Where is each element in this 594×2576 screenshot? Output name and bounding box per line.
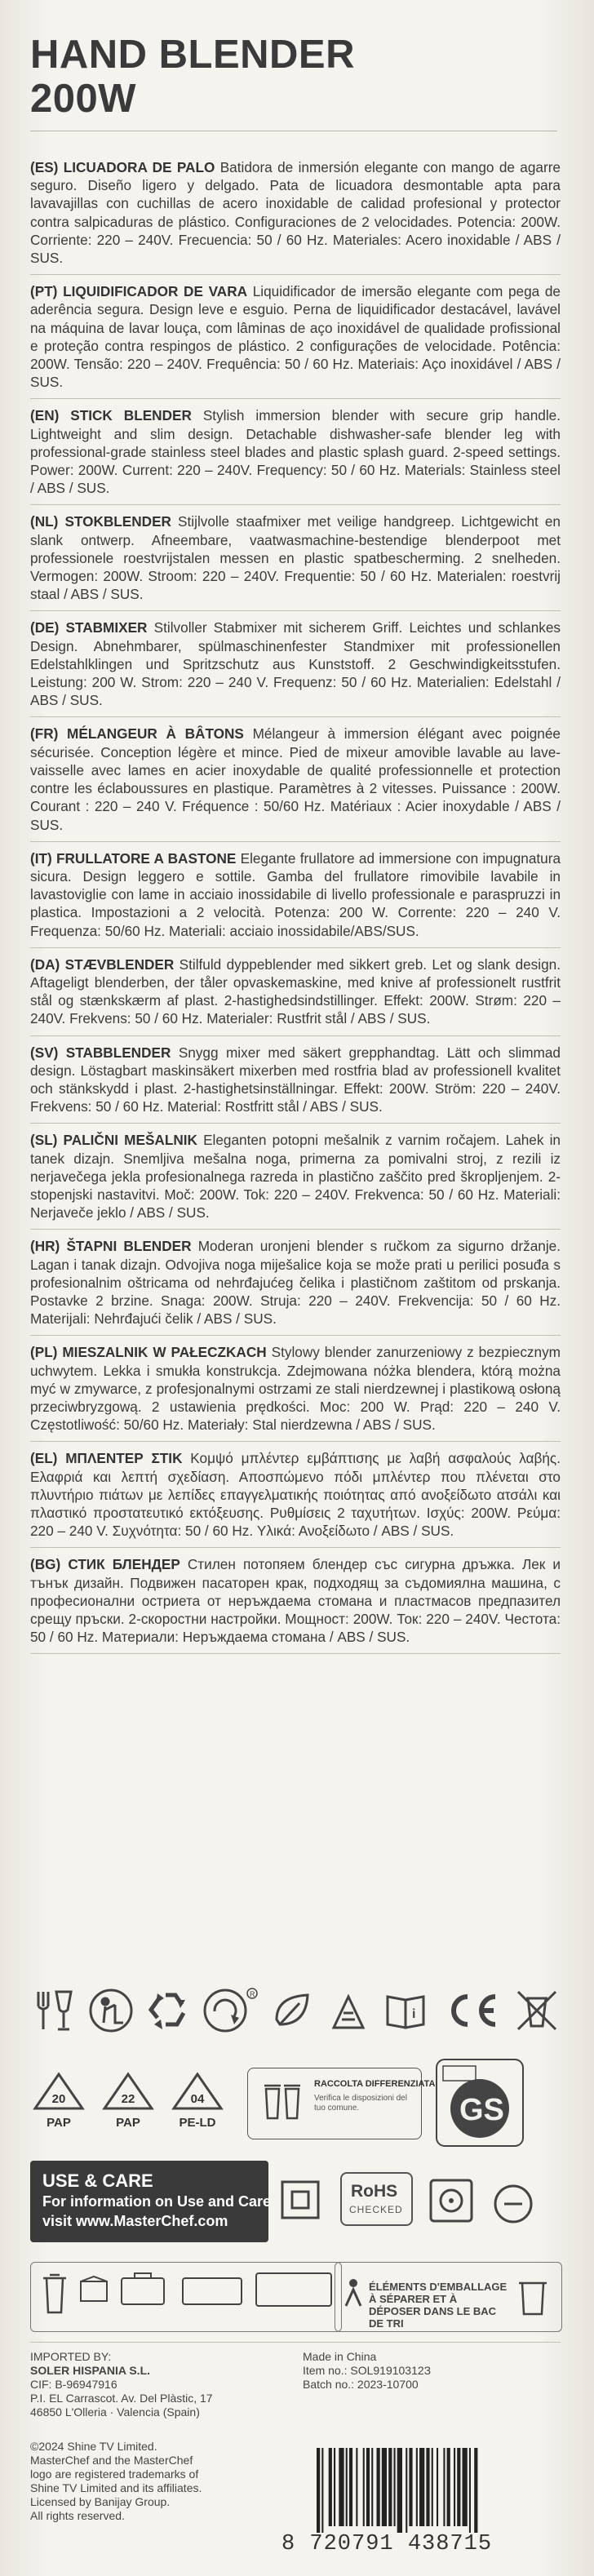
fr-sorting-label: ÉLÉMENTS D'EMBALLAGE À SÉPARER ET À DÉPOSER DANS LE BAC DE TRI (369, 2281, 508, 2330)
outer-line-icon (490, 2180, 537, 2228)
sorting-bin-small-icon (512, 2273, 553, 2319)
section-divider (30, 1123, 561, 1124)
importer-address-1: P.I. EL Carrascot. Av. Del Plàstic, 17 (30, 2392, 213, 2405)
cardboard-box-icon (78, 2273, 110, 2306)
info-book-icon (383, 1987, 430, 2034)
language-section (30, 1131, 561, 1221)
batch-number: Batch no.: 2023-10700 (303, 2378, 419, 2391)
symbol-row-top (30, 1987, 561, 2044)
fork-glass-food-safe-icon (30, 1987, 78, 2034)
language-section (30, 1044, 561, 1116)
barcode-bar (432, 2448, 433, 2526)
language-section (30, 849, 561, 940)
copyright-line: logo are registered trademarks of (30, 2467, 199, 2481)
section-heading: (BG) СТИК БЛЕНДЕР (30, 1556, 180, 1573)
copyright-line: MasterChef and the MasterChef (30, 2454, 193, 2467)
ce-mark-icon (441, 1987, 502, 2034)
section-divider (30, 610, 561, 611)
barcode-bar (349, 2448, 352, 2526)
section-divider (30, 1547, 561, 1548)
section-body: Стилен потопяем блендер със сигурна дръжка. Лек и тънък дизайн. Подвижен пасаторен крак, подходящ за съдомиялна машина, с професионални остриета от неръждаема стомана и пластмасов предпазител срещу пръски. 2-скоростни настройки. Мощност: 200W. Ток: 220 – 240V. Честота: 50 / 60 Hz. Материали: Неръждаема стомана / ABS / SUS. (30, 1556, 561, 1646)
compost-leaf-icon (268, 1987, 316, 2034)
section-body: Stylish immersion blender with secure grip handle. Lightweight and slim design. Detachable dishwasher-safe blender leg with professional-grade stainless steel blades and plastic splash guard. 2-speed settings. Power: 200W. Current: 220 – 240V. Frequency: 50 / 60 Hz. Materials: Stainless steel / ABS / SUS. (30, 407, 561, 497)
tidyman-icon (87, 1987, 135, 2034)
mobius-loop-icon (144, 1987, 192, 2034)
barcode-bar (394, 2448, 396, 2526)
barcode-bar (321, 2448, 323, 2533)
section-body: Moderan uronjeni blender s ručkom za sigurno držanje. Lagan i tanak dizajn. Odvojiva noga miješalice koja se može prati u perilici posuđa s profesionalnim oštricama od nehrđajućeg čelika i plastičnom zaštitom od prskanja. Postavke 2 brzine. Snaga: 200W. Struja: 220 – 240V. Frekvencija: 50 / 60 Hz. Materijali: Nehrđajući čelik / ABS / SUS. (30, 1238, 561, 1328)
barcode-bar (334, 2448, 335, 2526)
barcode-bar (356, 2448, 357, 2526)
made-in: Made in China (303, 2350, 377, 2363)
recycle-code-number: 22 (121, 2092, 135, 2106)
section-body: Elegante frullatore ad immersione con impugnatura sicura. Design leggero e sottile. Gamba del frullatore rimovibile lavabile in lavastoviglie con lame in acciaio inossidabile di livello professionale e paraspruzzi in plastica. Impostazioni a 2 velocità. Potenza: 200 W. Corrente: 220 – 240 V. Frequenza: 50/60 Hz. Materiali: acciaio inossidabile/ABS/SUS. (30, 849, 561, 939)
raccolta-title: RACCOLTA DIFFERENZIATA (314, 2079, 436, 2089)
recycle-code-label: PE-LD (179, 2116, 216, 2130)
barcode-bar (317, 2448, 320, 2533)
recycle-arrow-icon (202, 1987, 259, 2034)
barcode-bar (382, 2448, 387, 2526)
barcode-bar (406, 2448, 407, 2533)
section-body: Stilfuld dyppeblender med sikkert greb. Let og slank design. Aftageligt blenderben, der tåler opvaskemaskine, med knive af professionelt rustfrit stål og stænkskærm af plast. 2-hastighedsindstillinger. Effekt: 200W. Strøm: 220 – 240V. Frekvens: 50 / 60 Hz. Materialer: Rustfrit stål / ABS / SUS. (30, 955, 561, 1027)
triman-icon (326, 1987, 373, 2034)
barcode-bar (457, 2448, 460, 2526)
section-divider (30, 1335, 561, 1336)
barcode-bar (329, 2448, 332, 2526)
barcode-bar (388, 2448, 392, 2526)
barcode-bar (474, 2448, 477, 2533)
section-heading: (PT) LIQUIDIFICADOR DE VARA (30, 283, 248, 300)
svg-text:GS: GS (459, 2093, 504, 2127)
importer-name: SOLER HISPANIA S.L. (30, 2364, 151, 2377)
barcode-bar (371, 2448, 373, 2526)
section-heading: (FR) MÉLANGEUR À BÂTONS (30, 725, 244, 743)
language-section (30, 1343, 561, 1434)
rohs-title: RoHS (351, 2182, 398, 2201)
recycle-code-label: PAP (47, 2116, 71, 2130)
sorting-bins-icon (259, 2077, 307, 2126)
language-section (30, 955, 561, 1028)
title-line-1: HAND BLENDER (30, 33, 355, 77)
section-body: Liquidificador de imersão elegante com pega de aderência segura. Design leve e esguio. Perna de liquidificador destacável, lavável na máquina de lavar louça, com lâminas de aço inoxidável de qualidade profissional e proteção contra respingos de plástico. 2 configurações de velocidade. Potência: 200W. Tensão: 220 – 240V. Frequência: 50 / 60 Hz. Materiais: Aço inoxidável / ABS / SUS. (30, 283, 561, 391)
recycle-code-label: PAP (116, 2116, 140, 2130)
use-care-info-line: For information on Use and Care (42, 2193, 272, 2210)
barcode-bar (437, 2448, 438, 2526)
barcode-bar (443, 2448, 445, 2526)
section-heading: (ES) LICUADORA DE PALO (30, 159, 215, 175)
barcode-bar (409, 2448, 412, 2526)
barcode-bar (419, 2448, 424, 2526)
triman-small-icon (341, 2277, 366, 2309)
section-divider (30, 947, 561, 948)
barcode-bar (463, 2448, 468, 2526)
section-body: Κομψό μπλέντερ εμβάπτισης με λαβή ασφαλούς λαβής. Ελαφριά και λεπτή σχεδίαση. Αποσπώμενο πόδι μπλέντερ που πλένεται στο πλυντήριο πιάτων με λεπίδες επαγγελματικής ποιότητας από ανοξείδωτο ατσάλι και πλαστικό προστατευτικό εκτόξευσης. Ρυθμίσεις 2 ταχυτήτων. Ισχύς: 200W. Ρεύμα: 220 – 240 V. Συχνότητα: 50 / 60 Hz. Υλικά: Ανοξείδωτο / ABS / SUS. (30, 1450, 561, 1540)
section-divider (30, 274, 561, 275)
language-section (30, 158, 561, 267)
section-heading: (HR) ŠTAPNI BLENDER (30, 1238, 192, 1255)
copyright-line: All rights reserved. (30, 2509, 125, 2522)
importer-heading: IMPORTED BY: (30, 2350, 112, 2363)
section-divider (30, 1441, 561, 1442)
language-section (30, 282, 561, 391)
section-body: Snygg mixer med säkert grepphandtag. Lätt och slimmad design. Löstagbart maskinsäkert mixerben med rostfria blad av professionell kvalitet och stänkskydd i plast. 2-hastighetsinställningar. Effekt: 200W. Ström: 220 – 240V. Frekvens: 50 / 60 Hz. Material: Rostfritt stål / ABS / SUS. (30, 1044, 561, 1115)
section-divider (30, 841, 561, 842)
section-body: Batidora de inmersión elegante con mango de agarre seguro. Diseño ligero y delgado. Pata de licuadora desmontable apta para lavavajillas con cuchillas de acero inoxidable de calidad profesional y protector contra salpicaduras de plástico. Configuraciones de 2 velocidades. Potencia: 200W. Corriente: 220 – 240V. Frecuencia: 50 / 60 Hz. Materiales: Acero inoxidable / ABS / SUS. (30, 159, 561, 267)
section-heading: (DA) STÆVBLENDER (30, 955, 175, 973)
use-care-title: USE & CARE (42, 2170, 153, 2191)
language-sections (30, 158, 561, 1661)
gs-bureau-veritas-mark-icon (435, 2058, 525, 2148)
barcode-bar (454, 2448, 455, 2526)
footer-divider (30, 2342, 561, 2343)
double-insulation-icon (277, 2177, 325, 2224)
section-body: Stylowy blender zanurzeniowy z bezpiecznym uchwytem. Lekka i smukła konstrukcja. Zdejmowana nóżka blendera, którą można myć w zmywarce, z profesjonalnymi ostrzami ze stali nierdzewnej i plastikową osłoną przeciwbryzgową. 2 ustawienia prędkości. Moc: 200 W. Prąd: 220 – 240 V. Częstotliwość: 50/60 Hz. Materiały: Stal nierdzewna / ABS / SUS. (30, 1344, 561, 1434)
importer-cif: CIF: B-96947916 (30, 2378, 117, 2391)
title-line-2: 200W (30, 77, 137, 121)
section-divider (30, 504, 561, 505)
barcode-bar (377, 2448, 380, 2526)
recycle-code-number: 20 (51, 2092, 66, 2106)
section-body: Stijlvolle staafmixer met veilige handgreep. Lichtgewicht en slank ontwerp. Afneembare, vaatwasmachine-bestendige blenderpoot met professionele roestvrijstalen messen en plastic spatbescherming. 2 snelheden. Vermogen: 200W. Stroom: 220 – 240V. Frequentie: 50 / 60 Hz. Materialen: roestvrij staal / ABS / SUS. (30, 513, 561, 603)
section-heading: (PL) MIESZALNIK W PAŁECZKACH (30, 1344, 267, 1361)
barcode-bar (339, 2448, 344, 2526)
importer-block (30, 2350, 213, 2419)
barcode-bar (346, 2448, 348, 2526)
product-title (30, 33, 355, 121)
language-section (30, 406, 561, 497)
copyright-line: Shine TV Limited and its affiliates. (30, 2481, 202, 2494)
section-body: Stilvoller Stabmixer mit sicherem Griff. Leichtes und schlankes Design. Abnehmbarer, spülmaschinenfester Standmixer mit professionellen Edelstahlklingen und Spritzschutz aus Kunststoff. 2 Geschwindigkeitsstufen. Leistung: 200 W. Strom: 220 – 240 V. Frequenz: 50 / 60 Hz. Materialien: Edelstahl / ABS / SUS. (30, 619, 561, 709)
section-divider (30, 1653, 561, 1654)
raccolta-text: Verifica le disposizioni del tuo comune. (314, 2094, 407, 2113)
barcode-bar (366, 2448, 370, 2526)
section-heading: (NL) STOKBLENDER (30, 513, 171, 530)
section-body: Mélangeur à immersion élégant avec poignée sécurisée. Conception légère et mince. Pied de mixeur amovible lavable au lave-vaisselle avec lames en acier inoxydable de qualité professionnelle et protection contre les éclaboussures en plastique. Paramètres à 2 vitesses. Puissance : 200W. Courant : 220 – 240 V. Fréquence : 50/60 Hz. Matériaux : Acier inoxydable / ABS / SUS. (30, 725, 561, 833)
weee-crossed-bin-icon (513, 1987, 561, 2034)
section-heading: (SL) PALIČNI MEŠALNIK (30, 1132, 197, 1149)
section-divider (30, 716, 561, 717)
recycle-code-number: 04 (190, 2092, 205, 2106)
barcode-bar (416, 2448, 418, 2526)
section-divider (30, 1229, 561, 1230)
section-heading: (EN) STICK BLENDER (30, 407, 192, 424)
section-heading: (SV) STABBLENDER (30, 1044, 171, 1061)
importer-address-2: 46850 L'Olleria · Valencia (Spain) (30, 2405, 200, 2419)
barcode-bar (397, 2448, 402, 2533)
copyright-block (30, 2440, 299, 2523)
language-section (30, 512, 561, 603)
svg-text:i: i (412, 2007, 416, 2021)
svg-text:R: R (250, 1990, 255, 1998)
language-section (30, 725, 561, 833)
section-heading: (DE) STABMIXER (30, 619, 148, 636)
barcode-number: 8 720791 438715 (281, 2532, 493, 2556)
copyright-line: Licensed by Banijay Group. (30, 2495, 171, 2508)
section-heading: (EL) ΜΠΛΕΝΤΕΡ ΣΤΙΚ (30, 1450, 183, 1467)
container-bin-icon (180, 2270, 245, 2309)
item-number: Item no.: SOL91910312З (303, 2364, 432, 2377)
trash-bin-icon (38, 2270, 71, 2319)
section-divider (30, 398, 561, 399)
bag-icon (118, 2270, 167, 2309)
barcode-bar (363, 2448, 365, 2526)
language-section (30, 1237, 561, 1328)
origin-block (303, 2350, 431, 2392)
language-section (30, 1449, 561, 1540)
language-section (30, 619, 561, 709)
info-arrows-icon (253, 2270, 335, 2309)
section-divider (30, 1035, 561, 1036)
barcode-bar (469, 2448, 471, 2533)
indoor-use-icon (428, 2177, 475, 2224)
barcode-bar (426, 2448, 429, 2526)
section-heading: (IT) FRULLATORE A BASTONE (30, 849, 237, 867)
section-body: Eleganten potopni mešalnik z varnim ročajem. Lahek in tanek dizajn. Snemljiva mešalna noga, primerna za pomivalni stroj, z rezili iz nerjavečega jekla profesionalnega razreda in plastično zaščito pred škropljenjem. 2-stopenjski nastavitvi. Moč: 200W. Tok: 220 – 240V. Frekvenca: 50 / 60 Hz. Materiali: Nerjaveče jeklo / ABS / SUS. (30, 1132, 561, 1221)
use-care-website-link[interactable]: visit www.MasterChef.com (42, 2213, 228, 2229)
rohs-subtitle: CHECKED (349, 2204, 403, 2215)
copyright-line: ©2024 Shine TV Limited. (30, 2440, 157, 2453)
language-section (30, 1555, 561, 1646)
barcode-bar (447, 2448, 450, 2526)
